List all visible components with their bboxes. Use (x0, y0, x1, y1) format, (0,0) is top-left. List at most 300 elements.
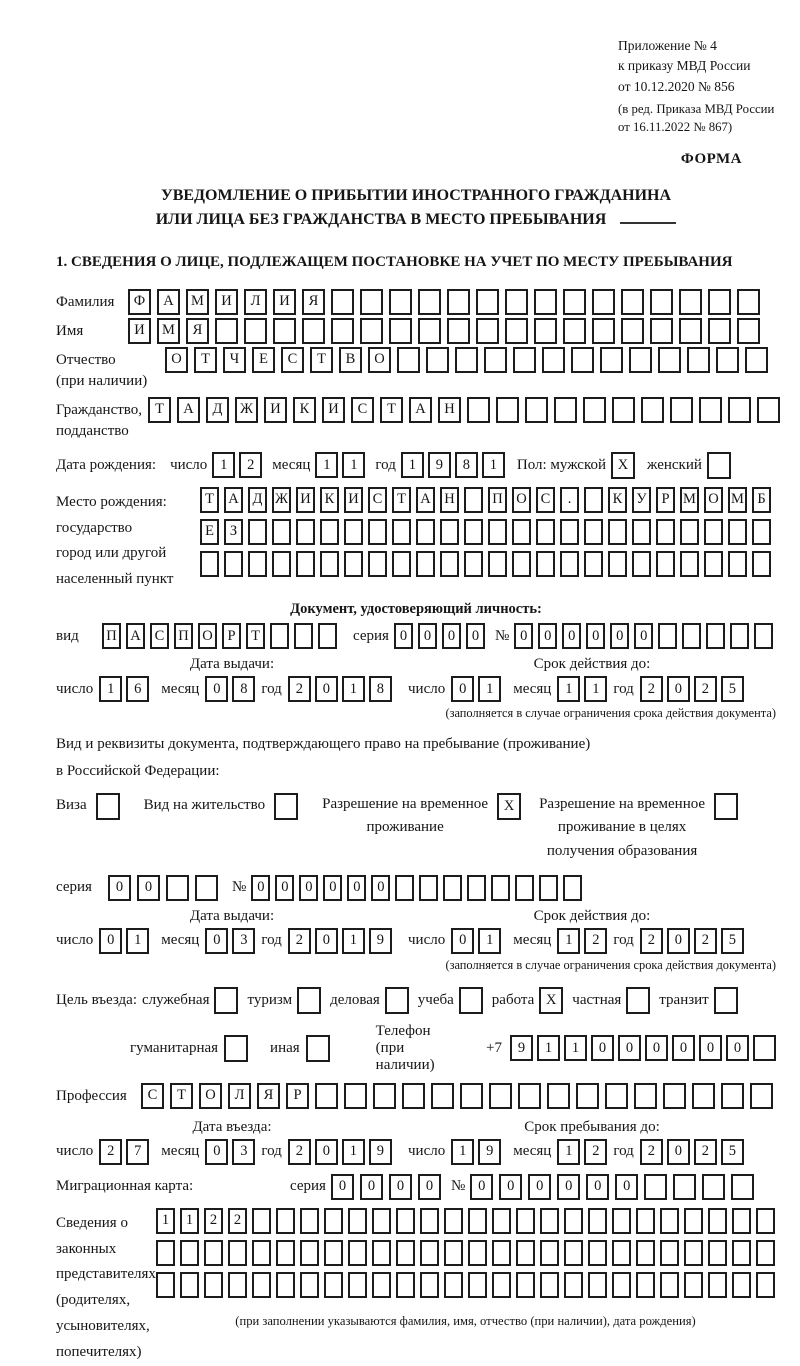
char-cell[interactable] (731, 1174, 754, 1200)
char-cell[interactable] (372, 1272, 391, 1298)
char-cell[interactable] (636, 1272, 655, 1298)
char-cell[interactable] (276, 1240, 295, 1266)
char-cell[interactable]: 0 (323, 875, 342, 901)
char-cell[interactable]: 2 (694, 676, 717, 702)
char-cell[interactable] (621, 318, 644, 344)
char-cell[interactable]: 0 (466, 623, 485, 649)
char-cell[interactable]: 9 (369, 928, 392, 954)
char-cell[interactable]: 3 (232, 1139, 255, 1165)
char-cell[interactable]: И (344, 487, 363, 513)
char-cell[interactable]: 1 (180, 1208, 199, 1234)
char-cell[interactable]: 0 (347, 875, 366, 901)
char-cell[interactable]: А (157, 289, 180, 315)
char-cell[interactable] (540, 1208, 559, 1234)
char-cell[interactable] (389, 289, 412, 315)
char-cell[interactable]: 0 (108, 875, 131, 901)
purpose-official-checkbox[interactable] (214, 987, 238, 1014)
char-cell[interactable]: 1 (342, 1139, 365, 1165)
char-cell[interactable] (489, 1083, 512, 1109)
char-cell[interactable] (348, 1240, 367, 1266)
char-cell[interactable] (447, 318, 470, 344)
char-cell[interactable] (296, 519, 315, 545)
char-cell[interactable] (300, 1208, 319, 1234)
char-cell[interactable] (564, 1208, 583, 1234)
char-cell[interactable]: 0 (615, 1174, 638, 1200)
char-cell[interactable] (636, 1208, 655, 1234)
purpose-humanitarian-checkbox[interactable] (224, 1035, 248, 1062)
char-cell[interactable]: 0 (528, 1174, 551, 1200)
char-cell[interactable]: А (224, 487, 243, 513)
char-cell[interactable] (373, 1083, 396, 1109)
char-cell[interactable] (372, 1208, 391, 1234)
char-cell[interactable] (512, 519, 531, 545)
char-cell[interactable] (612, 1240, 631, 1266)
char-cell[interactable]: 5 (721, 1139, 744, 1165)
char-cell[interactable]: 2 (584, 1139, 607, 1165)
char-cell[interactable] (331, 289, 354, 315)
char-cell[interactable] (721, 1083, 744, 1109)
char-cell[interactable] (708, 318, 731, 344)
char-cell[interactable]: 0 (315, 928, 338, 954)
char-cell[interactable]: 0 (557, 1174, 580, 1200)
char-cell[interactable] (706, 623, 725, 649)
char-cell[interactable] (324, 1272, 343, 1298)
char-cell[interactable]: 7 (126, 1139, 149, 1165)
char-cell[interactable] (402, 1083, 425, 1109)
char-cell[interactable] (563, 875, 582, 901)
char-cell[interactable]: Н (438, 397, 461, 423)
char-cell[interactable] (156, 1272, 175, 1298)
char-cell[interactable] (460, 1083, 483, 1109)
char-cell[interactable] (468, 1240, 487, 1266)
char-cell[interactable]: 0 (634, 623, 653, 649)
char-cell[interactable]: М (186, 289, 209, 315)
char-cell[interactable] (156, 1240, 175, 1266)
char-cell[interactable]: С (150, 623, 169, 649)
char-cell[interactable] (660, 1240, 679, 1266)
char-cell[interactable]: Л (244, 289, 267, 315)
char-cell[interactable]: О (165, 347, 188, 373)
char-cell[interactable] (300, 1272, 319, 1298)
char-cell[interactable] (534, 318, 557, 344)
char-cell[interactable] (592, 318, 615, 344)
char-cell[interactable] (737, 318, 760, 344)
char-cell[interactable]: 2 (584, 928, 607, 954)
char-cell[interactable]: 0 (618, 1035, 641, 1061)
char-cell[interactable]: 2 (204, 1208, 223, 1234)
char-cell[interactable]: 6 (126, 676, 149, 702)
char-cell[interactable] (732, 1240, 751, 1266)
char-cell[interactable] (732, 1208, 751, 1234)
char-cell[interactable] (447, 289, 470, 315)
char-cell[interactable] (276, 1208, 295, 1234)
char-cell[interactable] (476, 289, 499, 315)
char-cell[interactable] (536, 551, 555, 577)
char-cell[interactable]: Ч (223, 347, 246, 373)
char-cell[interactable] (728, 519, 747, 545)
char-cell[interactable] (396, 1272, 415, 1298)
char-cell[interactable] (348, 1208, 367, 1234)
char-cell[interactable]: 0 (672, 1035, 695, 1061)
char-cell[interactable] (708, 289, 731, 315)
char-cell[interactable]: Р (222, 623, 241, 649)
char-cell[interactable] (166, 875, 189, 901)
char-cell[interactable] (464, 487, 483, 513)
char-cell[interactable]: 1 (557, 1139, 580, 1165)
char-cell[interactable] (252, 1240, 271, 1266)
char-cell[interactable] (554, 397, 577, 423)
purpose-study-checkbox[interactable] (459, 987, 483, 1014)
char-cell[interactable]: 2 (99, 1139, 122, 1165)
char-cell[interactable] (540, 1240, 559, 1266)
char-cell[interactable]: И (215, 289, 238, 315)
char-cell[interactable] (443, 875, 462, 901)
char-cell[interactable]: М (157, 318, 180, 344)
char-cell[interactable]: 0 (299, 875, 318, 901)
char-cell[interactable] (496, 397, 519, 423)
char-cell[interactable]: Л (228, 1083, 251, 1109)
char-cell[interactable]: З (224, 519, 243, 545)
char-cell[interactable] (440, 551, 459, 577)
char-cell[interactable] (272, 519, 291, 545)
char-cell[interactable] (732, 1272, 751, 1298)
char-cell[interactable] (588, 1240, 607, 1266)
char-cell[interactable]: Т (310, 347, 333, 373)
char-cell[interactable] (195, 875, 218, 901)
char-cell[interactable]: 5 (721, 928, 744, 954)
char-cell[interactable] (372, 1240, 391, 1266)
char-cell[interactable] (658, 347, 681, 373)
char-cell[interactable]: Т (194, 347, 217, 373)
char-cell[interactable]: М (728, 487, 747, 513)
char-cell[interactable]: Е (252, 347, 275, 373)
char-cell[interactable]: 2 (288, 928, 311, 954)
char-cell[interactable] (180, 1240, 199, 1266)
char-cell[interactable]: 8 (232, 676, 255, 702)
char-cell[interactable] (563, 318, 586, 344)
char-cell[interactable]: О (512, 487, 531, 513)
char-cell[interactable]: 1 (156, 1208, 175, 1234)
char-cell[interactable]: 1 (342, 928, 365, 954)
char-cell[interactable] (670, 397, 693, 423)
char-cell[interactable] (563, 289, 586, 315)
char-cell[interactable] (228, 1272, 247, 1298)
char-cell[interactable] (621, 289, 644, 315)
char-cell[interactable] (360, 318, 383, 344)
char-cell[interactable] (512, 551, 531, 577)
char-cell[interactable]: 0 (514, 623, 533, 649)
temp-residence-checkbox[interactable]: X (497, 793, 521, 820)
char-cell[interactable]: 1 (451, 1139, 474, 1165)
char-cell[interactable]: 1 (584, 676, 607, 702)
char-cell[interactable] (416, 519, 435, 545)
char-cell[interactable] (564, 1240, 583, 1266)
char-cell[interactable] (320, 551, 339, 577)
char-cell[interactable] (368, 519, 387, 545)
char-cell[interactable] (684, 1240, 703, 1266)
char-cell[interactable]: Р (656, 487, 675, 513)
char-cell[interactable]: 9 (478, 1139, 501, 1165)
char-cell[interactable]: 0 (470, 1174, 493, 1200)
char-cell[interactable]: 0 (315, 676, 338, 702)
char-cell[interactable] (272, 551, 291, 577)
char-cell[interactable] (397, 347, 420, 373)
char-cell[interactable] (600, 347, 623, 373)
char-cell[interactable] (752, 519, 771, 545)
char-cell[interactable] (516, 1272, 535, 1298)
char-cell[interactable] (228, 1240, 247, 1266)
char-cell[interactable] (571, 347, 594, 373)
char-cell[interactable]: С (351, 397, 374, 423)
char-cell[interactable] (492, 1240, 511, 1266)
char-cell[interactable]: И (322, 397, 345, 423)
char-cell[interactable]: 9 (428, 452, 451, 478)
char-cell[interactable] (464, 551, 483, 577)
char-cell[interactable]: О (368, 347, 391, 373)
char-cell[interactable] (750, 1083, 773, 1109)
char-cell[interactable]: 0 (586, 623, 605, 649)
char-cell[interactable]: 8 (369, 676, 392, 702)
char-cell[interactable] (488, 519, 507, 545)
char-cell[interactable]: 2 (640, 676, 663, 702)
char-cell[interactable]: 0 (645, 1035, 668, 1061)
char-cell[interactable] (491, 875, 510, 901)
char-cell[interactable] (708, 1272, 727, 1298)
char-cell[interactable] (708, 1240, 727, 1266)
char-cell[interactable]: С (368, 487, 387, 513)
char-cell[interactable] (560, 551, 579, 577)
char-cell[interactable]: П (174, 623, 193, 649)
char-cell[interactable] (505, 289, 528, 315)
char-cell[interactable] (444, 1208, 463, 1234)
char-cell[interactable]: С (281, 347, 304, 373)
char-cell[interactable] (492, 1272, 511, 1298)
char-cell[interactable] (318, 623, 337, 649)
purpose-tourism-checkbox[interactable] (297, 987, 321, 1014)
char-cell[interactable] (584, 551, 603, 577)
char-cell[interactable]: И (273, 289, 296, 315)
char-cell[interactable] (420, 1208, 439, 1234)
char-cell[interactable]: 5 (721, 676, 744, 702)
char-cell[interactable]: И (264, 397, 287, 423)
char-cell[interactable]: К (293, 397, 316, 423)
char-cell[interactable]: 0 (562, 623, 581, 649)
purpose-work-checkbox[interactable]: X (539, 987, 563, 1014)
char-cell[interactable] (248, 519, 267, 545)
char-cell[interactable] (692, 1083, 715, 1109)
char-cell[interactable] (468, 1272, 487, 1298)
char-cell[interactable]: 0 (586, 1174, 609, 1200)
char-cell[interactable]: 0 (331, 1174, 354, 1200)
char-cell[interactable]: 0 (591, 1035, 614, 1061)
char-cell[interactable] (680, 551, 699, 577)
char-cell[interactable]: О (199, 1083, 222, 1109)
char-cell[interactable] (650, 289, 673, 315)
char-cell[interactable] (644, 1174, 667, 1200)
char-cell[interactable]: 0 (418, 623, 437, 649)
char-cell[interactable]: 2 (640, 1139, 663, 1165)
char-cell[interactable] (518, 1083, 541, 1109)
char-cell[interactable]: Д (248, 487, 267, 513)
char-cell[interactable]: Е (200, 519, 219, 545)
char-cell[interactable]: 1 (126, 928, 149, 954)
char-cell[interactable]: 0 (371, 875, 390, 901)
char-cell[interactable]: 2 (694, 928, 717, 954)
char-cell[interactable] (389, 318, 412, 344)
residence-permit-checkbox[interactable] (274, 793, 298, 820)
char-cell[interactable]: П (102, 623, 121, 649)
purpose-other-checkbox[interactable] (306, 1035, 330, 1062)
char-cell[interactable] (576, 1083, 599, 1109)
char-cell[interactable] (467, 397, 490, 423)
char-cell[interactable] (641, 397, 664, 423)
char-cell[interactable] (270, 623, 289, 649)
char-cell[interactable] (584, 487, 603, 513)
char-cell[interactable]: 0 (360, 1174, 383, 1200)
char-cell[interactable] (516, 1240, 535, 1266)
char-cell[interactable] (455, 347, 478, 373)
char-cell[interactable] (244, 318, 267, 344)
char-cell[interactable] (534, 289, 557, 315)
char-cell[interactable]: 9 (510, 1035, 533, 1061)
char-cell[interactable]: . (560, 487, 579, 513)
char-cell[interactable] (476, 318, 499, 344)
char-cell[interactable] (344, 1083, 367, 1109)
char-cell[interactable]: 1 (342, 452, 365, 478)
char-cell[interactable] (324, 1208, 343, 1234)
char-cell[interactable]: К (320, 487, 339, 513)
char-cell[interactable]: 0 (205, 928, 228, 954)
char-cell[interactable] (467, 875, 486, 901)
char-cell[interactable] (540, 1272, 559, 1298)
char-cell[interactable] (752, 551, 771, 577)
char-cell[interactable] (708, 1208, 727, 1234)
char-cell[interactable] (302, 318, 325, 344)
char-cell[interactable] (679, 289, 702, 315)
char-cell[interactable]: 2 (640, 928, 663, 954)
char-cell[interactable] (704, 551, 723, 577)
char-cell[interactable] (515, 875, 534, 901)
char-cell[interactable] (663, 1083, 686, 1109)
char-cell[interactable] (344, 551, 363, 577)
char-cell[interactable] (753, 1035, 776, 1061)
char-cell[interactable]: Т (170, 1083, 193, 1109)
char-cell[interactable] (730, 623, 749, 649)
char-cell[interactable]: 1 (99, 676, 122, 702)
char-cell[interactable] (756, 1208, 775, 1234)
char-cell[interactable]: Д (206, 397, 229, 423)
char-cell[interactable] (687, 347, 710, 373)
purpose-private-checkbox[interactable] (626, 987, 650, 1014)
char-cell[interactable]: 1 (564, 1035, 587, 1061)
char-cell[interactable] (756, 1272, 775, 1298)
char-cell[interactable] (420, 1240, 439, 1266)
char-cell[interactable]: 0 (451, 928, 474, 954)
char-cell[interactable]: 0 (137, 875, 160, 901)
char-cell[interactable] (608, 551, 627, 577)
char-cell[interactable] (632, 519, 651, 545)
char-cell[interactable]: Ж (235, 397, 258, 423)
char-cell[interactable]: 2 (228, 1208, 247, 1234)
char-cell[interactable] (505, 318, 528, 344)
char-cell[interactable]: 0 (205, 676, 228, 702)
char-cell[interactable] (215, 318, 238, 344)
char-cell[interactable] (200, 551, 219, 577)
char-cell[interactable] (658, 623, 677, 649)
char-cell[interactable]: 9 (369, 1139, 392, 1165)
char-cell[interactable] (464, 519, 483, 545)
char-cell[interactable] (728, 397, 751, 423)
char-cell[interactable]: Я (302, 289, 325, 315)
char-cell[interactable]: 2 (239, 452, 262, 478)
char-cell[interactable]: Т (246, 623, 265, 649)
char-cell[interactable] (525, 397, 548, 423)
char-cell[interactable] (331, 318, 354, 344)
char-cell[interactable]: Н (440, 487, 459, 513)
char-cell[interactable] (431, 1083, 454, 1109)
char-cell[interactable] (632, 551, 651, 577)
char-cell[interactable]: 0 (251, 875, 270, 901)
char-cell[interactable]: 0 (499, 1174, 522, 1200)
char-cell[interactable]: 0 (667, 1139, 690, 1165)
char-cell[interactable] (673, 1174, 696, 1200)
char-cell[interactable]: С (141, 1083, 164, 1109)
char-cell[interactable] (588, 1208, 607, 1234)
char-cell[interactable] (516, 1208, 535, 1234)
char-cell[interactable] (392, 551, 411, 577)
char-cell[interactable] (418, 289, 441, 315)
char-cell[interactable]: 3 (232, 928, 255, 954)
char-cell[interactable]: 0 (394, 623, 413, 649)
char-cell[interactable] (252, 1272, 271, 1298)
char-cell[interactable] (684, 1272, 703, 1298)
char-cell[interactable] (660, 1272, 679, 1298)
char-cell[interactable]: М (680, 487, 699, 513)
char-cell[interactable] (180, 1272, 199, 1298)
char-cell[interactable] (679, 318, 702, 344)
char-cell[interactable] (588, 1272, 607, 1298)
char-cell[interactable] (680, 519, 699, 545)
char-cell[interactable]: Ж (272, 487, 291, 513)
char-cell[interactable]: Т (148, 397, 171, 423)
char-cell[interactable] (612, 1272, 631, 1298)
char-cell[interactable] (444, 1240, 463, 1266)
char-cell[interactable] (484, 347, 507, 373)
char-cell[interactable]: 2 (288, 676, 311, 702)
char-cell[interactable] (468, 1208, 487, 1234)
char-cell[interactable]: 0 (667, 676, 690, 702)
char-cell[interactable] (560, 519, 579, 545)
char-cell[interactable] (204, 1272, 223, 1298)
char-cell[interactable] (395, 875, 414, 901)
char-cell[interactable] (360, 289, 383, 315)
char-cell[interactable] (756, 1240, 775, 1266)
char-cell[interactable]: 0 (667, 928, 690, 954)
char-cell[interactable] (492, 1208, 511, 1234)
char-cell[interactable]: 2 (694, 1139, 717, 1165)
char-cell[interactable] (513, 347, 536, 373)
char-cell[interactable]: Я (257, 1083, 280, 1109)
char-cell[interactable] (420, 1272, 439, 1298)
char-cell[interactable]: 0 (389, 1174, 412, 1200)
char-cell[interactable] (547, 1083, 570, 1109)
char-cell[interactable]: Т (392, 487, 411, 513)
char-cell[interactable]: К (608, 487, 627, 513)
char-cell[interactable]: Т (200, 487, 219, 513)
char-cell[interactable]: 0 (275, 875, 294, 901)
char-cell[interactable]: 1 (537, 1035, 560, 1061)
char-cell[interactable]: Я (186, 318, 209, 344)
